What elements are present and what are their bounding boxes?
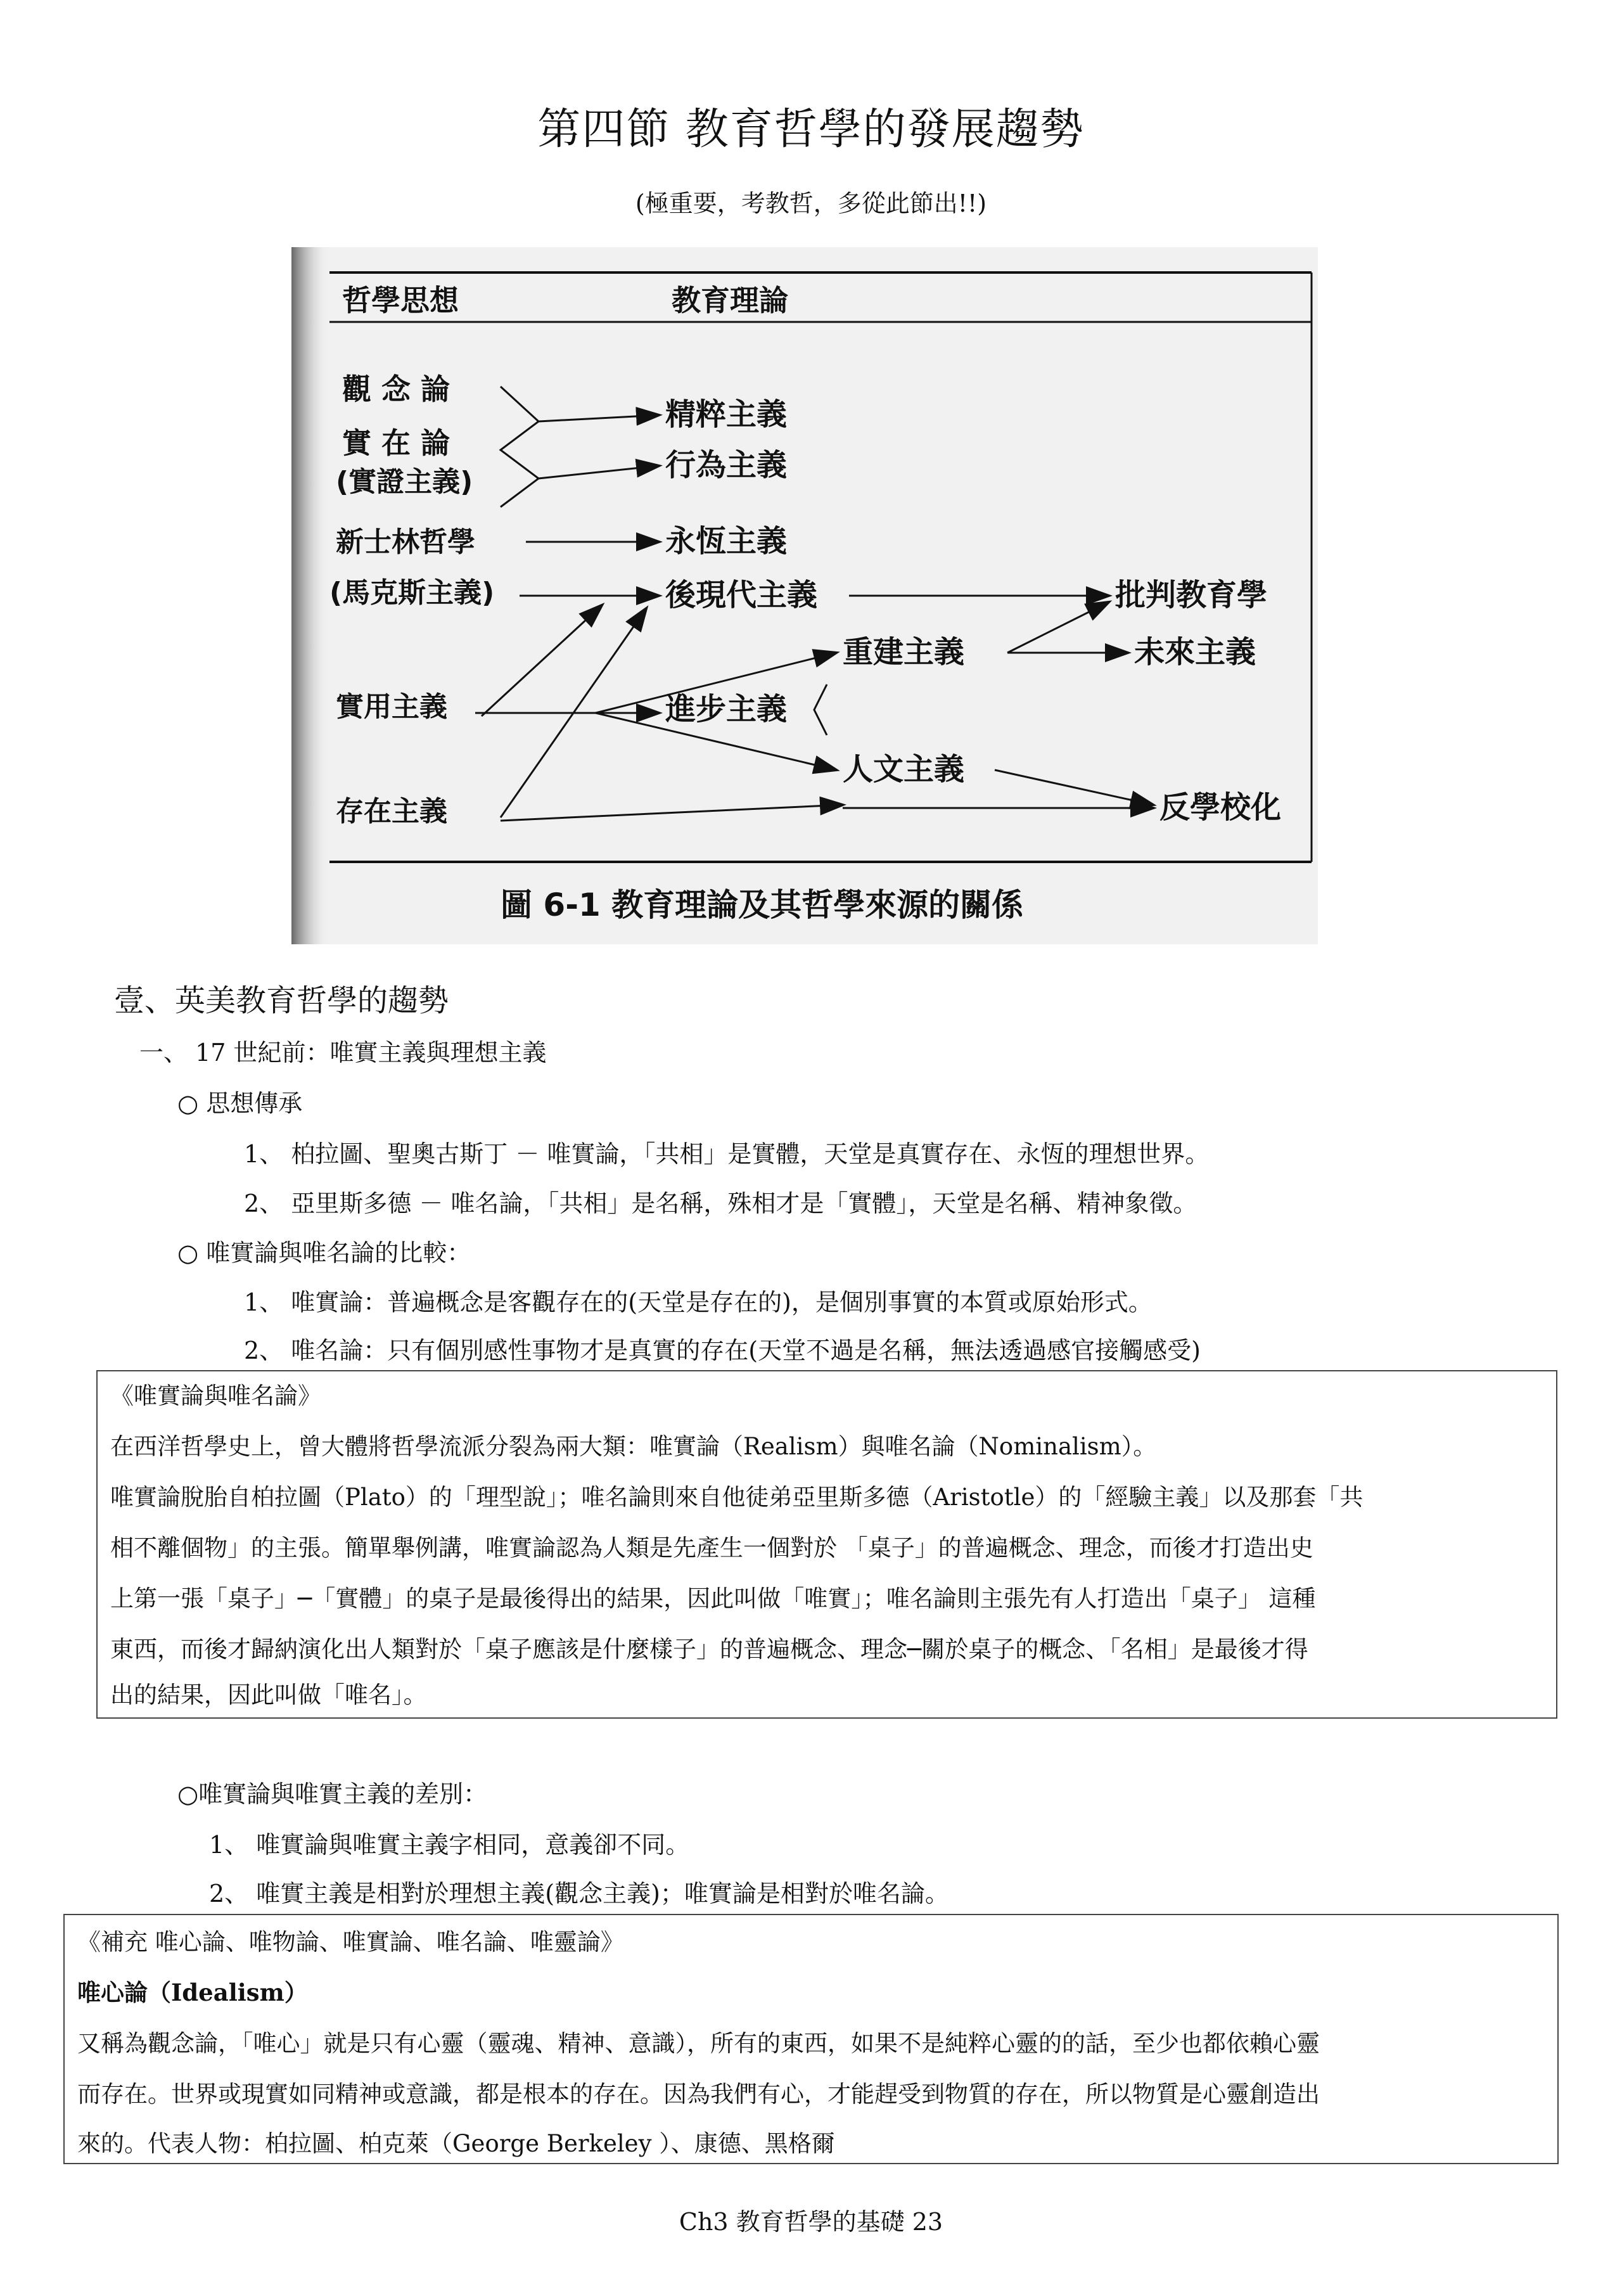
box-title: 《補充 唯心論、唯物論、唯實論、唯名論、唯靈論》 [77,1928,624,1956]
mid-item-behaviorism: 行為主義 [665,447,788,483]
left-item-existentialism: 存在主義 [336,795,447,828]
mid-item-postmodernism: 後現代主義 [665,577,818,613]
box-line: 而存在。世界或現實如同精神或意識，都是根本的存在。因為我們有心，才能趕受到物質的存在，所以物質是心靈創造出 [77,2081,1320,2108]
list-item: 1、 唯實論與唯實主義字相同，意義卻不同。 [209,1831,690,1859]
realism-nominalism-box [96,1370,1557,1719]
list-item: 1、 唯實論：普遍概念是客觀存在的(天堂是存在的)，是個別事實的本質或原始形式。 [244,1288,1153,1316]
list-item: 2、 唯名論：只有個別感性事物才是真實的存在(天堂不過是名稱，無法透過感官接觸感受) [244,1337,1201,1364]
left-item-idealism: 觀 念 論 [342,372,450,406]
box-term: 唯心論（Idealism） [77,1979,308,2006]
page-subtitle: (極重要，考教哲，多從此節出!!) [635,189,987,217]
right-item-futurism: 未來主義 [1134,634,1256,670]
arrow-to-behaviorism [539,466,659,478]
left-item-realism: 實 在 論 [342,426,450,460]
list-item: 2、 唯實主義是相對於理想主義(觀念主義)；唯實論是相對於唯名論。 [209,1880,949,1908]
right-item-deschooling: 反學校化 [1159,790,1282,825]
figure-diagram [291,247,1318,944]
bracket-idealism-realism [501,387,539,507]
scan-shadow [291,247,329,944]
bullet-heading: ○唯實論與唯實主義的差別： [177,1780,488,1808]
arrow-reconstruction-to-critical [1007,602,1109,653]
mid-item-essentialism: 精粹主義 [665,397,788,432]
figure-caption: 圖 6-1 教育理論及其哲學來源的關係 [501,887,1024,923]
box-line: 東西，而後才歸納演化出人類對於「桌子應該是什麼樣子」的普遍概念、理念─關於桌子的概念、「名相」是最後才得 [110,1636,1308,1663]
arrow-existentialism-right [501,805,843,821]
box-line: 來的。代表人物：柏拉圖、柏克萊（George Berkeley ）、康德、黑格爾 [77,2130,835,2157]
mid-item-progressivism: 進步主義 [665,691,788,727]
left-item-neo-thomism: 新士林哲學 [336,526,475,558]
box-title: 《唯實論與唯名論》 [110,1382,321,1409]
figure-6-1 [291,247,1318,944]
box-line: 唯實論脫胎自柏拉圖（Plato）的「理型說」；唯名論則來自他徒弟亞里斯多德（Aristotle）的「經驗主義」以及那套「共 [110,1484,1363,1511]
list-item: 1、 柏拉圖、聖奧古斯丁 － 唯實論，「共相」是實體，天堂是真實存在、永恆的理想世界。 [244,1140,1210,1168]
box-line: 上第一張「桌子」─「實體」的桌子是最後得出的結果，因此叫做「唯實」；唯名論則主張先有人打造出「桌子」 這種 [110,1585,1316,1612]
arrow-to-essentialism [539,415,659,421]
arrow-humanism-to-deschooling [995,770,1153,805]
bullet-heading: ○ 思想傳承 [177,1089,303,1117]
mid-item-humanism: 人文主義 [843,752,965,787]
col-theory-label: 教育理論 [672,283,788,317]
bullet-heading: ○ 唯實論與唯名論的比較： [177,1239,471,1267]
list-item: 2、 亞里斯多德 － 唯名論，「共相」是名稱，殊相才是「實體」，天堂是名稱、精神象徵。 [244,1190,1197,1217]
box-line: 相不離個物」的主張。簡單舉例講，唯實論認為人類是先產生一個對於 「桌子」的普遍概念、理念，而後才打造出史 [110,1534,1313,1562]
left-item-marxism: (馬克斯主義) [329,577,495,609]
subsection-heading: 一、 17 世紀前：唯實主義與理想主義 [139,1039,547,1067]
page-title: 第四節 教育哲學的發展趨勢 [537,105,1085,155]
supplement-box [63,1914,1559,2164]
box-line: 出的結果，因此叫做「唯名」。 [110,1681,427,1709]
left-item-pragmatism: 實用主義 [336,691,447,723]
mid-item-perennialism: 永恆主義 [665,523,788,559]
section-heading: 壹、英美教育哲學的趨勢 [114,983,449,1018]
right-item-critical-pedagogy: 批判教育學 [1115,577,1268,613]
mid-item-reconstructionism: 重建主義 [843,634,965,670]
bracket-progressivism [814,684,827,735]
box-line: 又稱為觀念論，「唯心」就是只有心靈（靈魂、精神、意識），所有的東西，如果不是純粹心靈的的話，至少也都依賴心靈 [77,2030,1320,2057]
left-item-positivism: (實證主義) [336,466,473,498]
box-line: 在西洋哲學史上，曾大體將哲學流派分裂為兩大類：唯實論（Realism）與唯名論（Nominalism）。 [110,1433,1157,1460]
col-philosophy-label: 哲學思想 [342,283,459,317]
page-footer: Ch3 教育哲學的基礎 23 [679,2208,943,2236]
